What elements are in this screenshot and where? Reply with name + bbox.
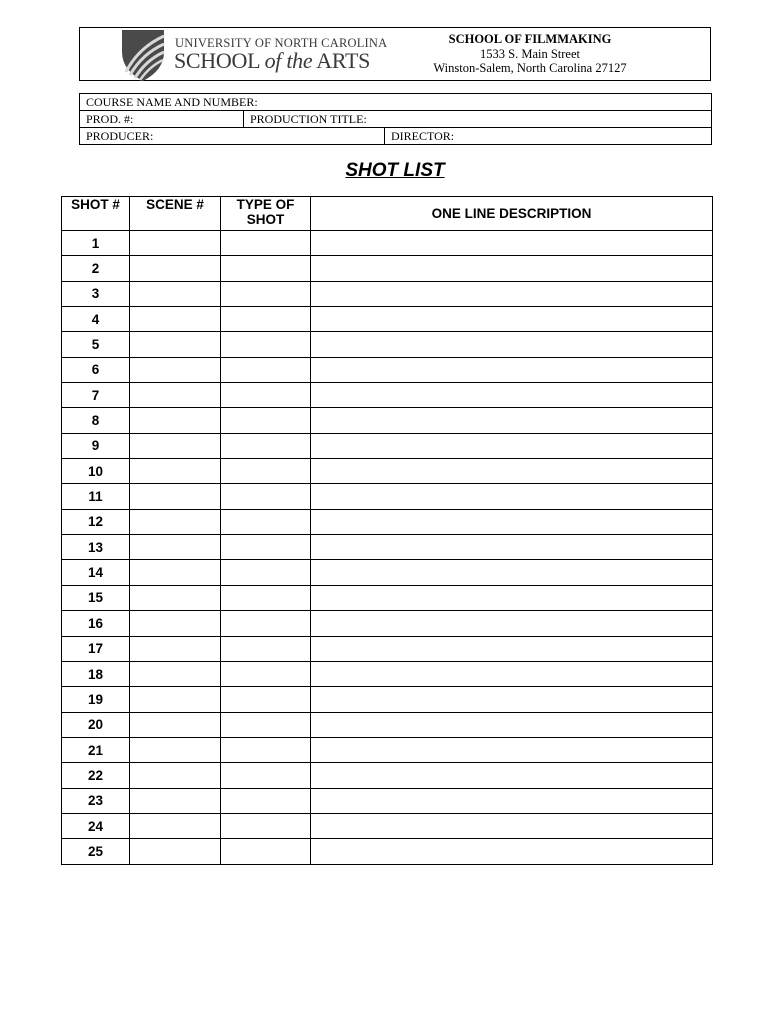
type-cell[interactable] xyxy=(221,459,311,484)
letterhead xyxy=(79,27,711,81)
table-row xyxy=(62,737,713,762)
description-cell[interactable] xyxy=(311,661,713,686)
type-cell[interactable] xyxy=(221,484,311,509)
shot-number-cell: 20 xyxy=(62,712,130,737)
producer-field[interactable]: PRODUCER: xyxy=(80,128,385,145)
table-row xyxy=(62,256,713,281)
shot-number-cell: 5 xyxy=(62,332,130,357)
school-name: SCHOOL OF FILMMAKING xyxy=(448,32,612,46)
description-cell[interactable] xyxy=(311,535,713,560)
type-cell[interactable] xyxy=(221,307,311,332)
shot-number-cell: 2 xyxy=(62,256,130,281)
description-cell[interactable] xyxy=(311,737,713,762)
shot-number-cell: 21 xyxy=(62,737,130,762)
header-type-line1: TYPE OF xyxy=(236,197,295,212)
shot-rows xyxy=(62,231,713,865)
type-cell[interactable] xyxy=(221,788,311,813)
scene-cell[interactable] xyxy=(130,408,221,433)
description-cell[interactable] xyxy=(311,256,713,281)
description-cell[interactable] xyxy=(311,509,713,534)
description-cell[interactable] xyxy=(311,636,713,661)
shield-logo-icon xyxy=(120,28,166,82)
prod-number-field[interactable]: PROD. #: xyxy=(80,111,244,128)
header-shot: SHOT # xyxy=(62,197,130,231)
logo-school-text xyxy=(174,48,370,74)
description-cell[interactable] xyxy=(311,357,713,382)
description-cell[interactable] xyxy=(311,281,713,306)
school-city: Winston-Salem, North Carolina 27127 xyxy=(433,61,627,75)
shot-number-cell: 3 xyxy=(62,281,130,306)
table-row xyxy=(62,231,713,256)
description-cell[interactable] xyxy=(311,788,713,813)
description-cell[interactable] xyxy=(311,383,713,408)
table-row xyxy=(62,357,713,382)
scene-cell[interactable] xyxy=(130,712,221,737)
scene-cell[interactable] xyxy=(130,585,221,610)
shot-number-cell: 10 xyxy=(62,459,130,484)
description-cell[interactable] xyxy=(311,560,713,585)
type-cell[interactable] xyxy=(221,813,311,838)
shot-number-cell: 6 xyxy=(62,357,130,382)
prod-row xyxy=(80,111,712,128)
scene-cell[interactable] xyxy=(130,509,221,534)
table-row xyxy=(62,788,713,813)
shot-number-cell: 8 xyxy=(62,408,130,433)
scene-cell[interactable] xyxy=(130,687,221,712)
type-cell[interactable] xyxy=(221,687,311,712)
type-cell[interactable] xyxy=(221,281,311,306)
type-cell[interactable] xyxy=(221,433,311,458)
type-cell[interactable] xyxy=(221,661,311,686)
description-cell[interactable] xyxy=(311,408,713,433)
description-cell[interactable] xyxy=(311,763,713,788)
scene-cell[interactable] xyxy=(130,661,221,686)
table-row xyxy=(62,535,713,560)
table-row xyxy=(62,332,713,357)
shot-number-cell: 22 xyxy=(62,763,130,788)
scene-cell[interactable] xyxy=(130,281,221,306)
description-cell[interactable] xyxy=(311,585,713,610)
type-cell[interactable] xyxy=(221,763,311,788)
shot-number-cell: 25 xyxy=(62,839,130,864)
school-address-block xyxy=(410,32,650,76)
header-type xyxy=(221,197,311,231)
scene-cell[interactable] xyxy=(130,839,221,864)
table-row xyxy=(62,763,713,788)
table-row xyxy=(62,585,713,610)
table-row xyxy=(62,307,713,332)
shot-number-cell: 19 xyxy=(62,687,130,712)
producer-row xyxy=(80,128,712,145)
scene-cell[interactable] xyxy=(130,560,221,585)
scene-cell[interactable] xyxy=(130,484,221,509)
description-cell[interactable] xyxy=(311,433,713,458)
table-row xyxy=(62,687,713,712)
type-cell[interactable] xyxy=(221,737,311,762)
shot-number-cell: 16 xyxy=(62,611,130,636)
course-row xyxy=(80,94,712,111)
description-cell[interactable] xyxy=(311,307,713,332)
type-cell[interactable] xyxy=(221,636,311,661)
school-street: 1533 S. Main Street xyxy=(480,46,580,61)
type-cell[interactable] xyxy=(221,839,311,864)
table-row xyxy=(62,484,713,509)
shot-number-cell: 15 xyxy=(62,585,130,610)
description-cell[interactable] xyxy=(311,459,713,484)
shot-table-header xyxy=(62,197,713,231)
table-row xyxy=(62,433,713,458)
description-cell[interactable] xyxy=(311,712,713,737)
type-cell[interactable] xyxy=(221,256,311,281)
director-field[interactable]: DIRECTOR: xyxy=(385,128,712,145)
shot-number-cell: 13 xyxy=(62,535,130,560)
logo-arts-word: ARTS xyxy=(312,48,371,73)
table-row xyxy=(62,383,713,408)
scene-cell[interactable] xyxy=(130,636,221,661)
type-cell[interactable] xyxy=(221,383,311,408)
type-cell[interactable] xyxy=(221,357,311,382)
table-row xyxy=(62,712,713,737)
scene-cell[interactable] xyxy=(130,332,221,357)
scene-cell[interactable] xyxy=(130,459,221,484)
type-cell[interactable] xyxy=(221,231,311,256)
shot-number-cell: 7 xyxy=(62,383,130,408)
table-row xyxy=(62,839,713,864)
scene-cell[interactable] xyxy=(130,763,221,788)
scene-cell[interactable] xyxy=(130,383,221,408)
logo-school-word: SCHOOL xyxy=(174,48,265,73)
logo-of-the-word: of the xyxy=(264,48,313,73)
table-row xyxy=(62,611,713,636)
scene-cell[interactable] xyxy=(130,307,221,332)
table-row xyxy=(62,661,713,686)
production-title-field[interactable]: PRODUCTION TITLE: xyxy=(244,111,712,128)
header-type-line2: SHOT xyxy=(246,212,285,227)
description-cell[interactable] xyxy=(311,687,713,712)
shot-number-cell: 17 xyxy=(62,636,130,661)
scene-cell[interactable] xyxy=(130,813,221,838)
type-cell[interactable] xyxy=(221,509,311,534)
shot-list-table xyxy=(61,196,713,865)
type-cell[interactable] xyxy=(221,585,311,610)
description-cell[interactable] xyxy=(311,839,713,864)
scene-cell[interactable] xyxy=(130,357,221,382)
scene-cell[interactable] xyxy=(130,256,221,281)
table-row xyxy=(62,560,713,585)
description-cell[interactable] xyxy=(311,611,713,636)
type-cell[interactable] xyxy=(221,535,311,560)
table-row xyxy=(62,459,713,484)
logo-university-text: UNIVERSITY OF NORTH CAROLINA xyxy=(175,36,388,50)
type-cell[interactable] xyxy=(221,332,311,357)
description-cell[interactable] xyxy=(311,484,713,509)
type-cell[interactable] xyxy=(221,560,311,585)
scene-cell[interactable] xyxy=(130,433,221,458)
table-row xyxy=(62,636,713,661)
shot-number-cell: 14 xyxy=(62,560,130,585)
table-row xyxy=(62,813,713,838)
scene-cell[interactable] xyxy=(130,535,221,560)
shot-number-cell: 12 xyxy=(62,509,130,534)
shot-number-cell: 23 xyxy=(62,788,130,813)
production-info-table xyxy=(79,93,712,145)
table-row xyxy=(62,509,713,534)
shot-number-cell: 4 xyxy=(62,307,130,332)
description-cell[interactable] xyxy=(311,231,713,256)
shot-number-cell: 11 xyxy=(62,484,130,509)
header-description: ONE LINE DESCRIPTION xyxy=(311,197,713,231)
page-title: SHOT LIST xyxy=(345,160,445,181)
shot-number-cell: 1 xyxy=(62,231,130,256)
type-cell[interactable] xyxy=(221,712,311,737)
header-scene: SCENE # xyxy=(130,197,221,231)
type-cell[interactable] xyxy=(221,408,311,433)
course-field[interactable]: COURSE NAME AND NUMBER: xyxy=(80,94,712,111)
table-row xyxy=(62,408,713,433)
shot-number-cell: 18 xyxy=(62,661,130,686)
type-cell[interactable] xyxy=(221,611,311,636)
scene-cell[interactable] xyxy=(130,231,221,256)
description-cell[interactable] xyxy=(311,332,713,357)
table-row xyxy=(62,281,713,306)
scene-cell[interactable] xyxy=(130,737,221,762)
shot-number-cell: 24 xyxy=(62,813,130,838)
scene-cell[interactable] xyxy=(130,788,221,813)
shot-number-cell: 9 xyxy=(62,433,130,458)
scene-cell[interactable] xyxy=(130,611,221,636)
description-cell[interactable] xyxy=(311,813,713,838)
